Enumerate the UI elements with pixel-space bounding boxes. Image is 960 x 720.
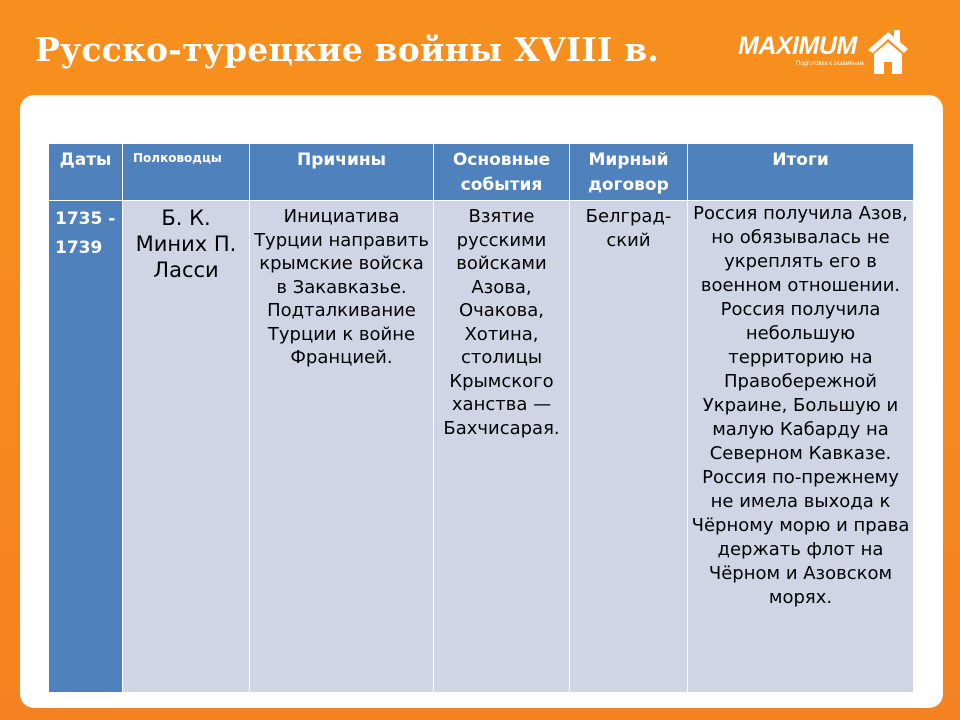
maximum-logo — [736, 22, 916, 82]
header-dates: Даты — [49, 144, 123, 201]
slide-title: Русско-турецкие войны XVIII в. — [35, 30, 660, 69]
table-header-row — [49, 144, 914, 201]
house-arrow-icon — [864, 24, 912, 78]
cell-treaty: Белград-ский — [570, 201, 688, 693]
cell-dates: 1735 - 1739 — [49, 201, 123, 693]
header-results: Итоги — [688, 144, 914, 201]
header-commanders: Полководцы — [123, 144, 250, 201]
cell-events: Взятие русскими войсками Азова, Очакова, Хотина, столицы Крымского ханства — Бахчисарая. — [434, 201, 570, 693]
logo-text: MAXIMUM — [738, 32, 857, 60]
header-events: Основные события — [434, 144, 570, 201]
cell-results: Россия получила Азов, но обязывалась не укреплять его в военном отношении. Россия получила небольшую территорию на Правобережной Украине, Большую и малую Кабарду на Северном Кавказе. Россия по-прежнему не имела выхода к Чёрному морю и права держать флот на Чёрном и Азовском морях. — [688, 201, 914, 693]
header-treaty: Мирный договор — [570, 144, 688, 201]
cell-causes: Инициатива Турции направить крымские войска в Закавказье. Подталкивание Турции к войне Францией. — [250, 201, 434, 693]
logo-subtitle: Подготовка к экзаменам — [796, 61, 864, 67]
wars-table — [48, 143, 914, 693]
header-causes: Причины — [250, 144, 434, 201]
cell-commanders: Б. К. Миних П. Ласси — [123, 201, 250, 693]
table-row — [49, 201, 914, 693]
